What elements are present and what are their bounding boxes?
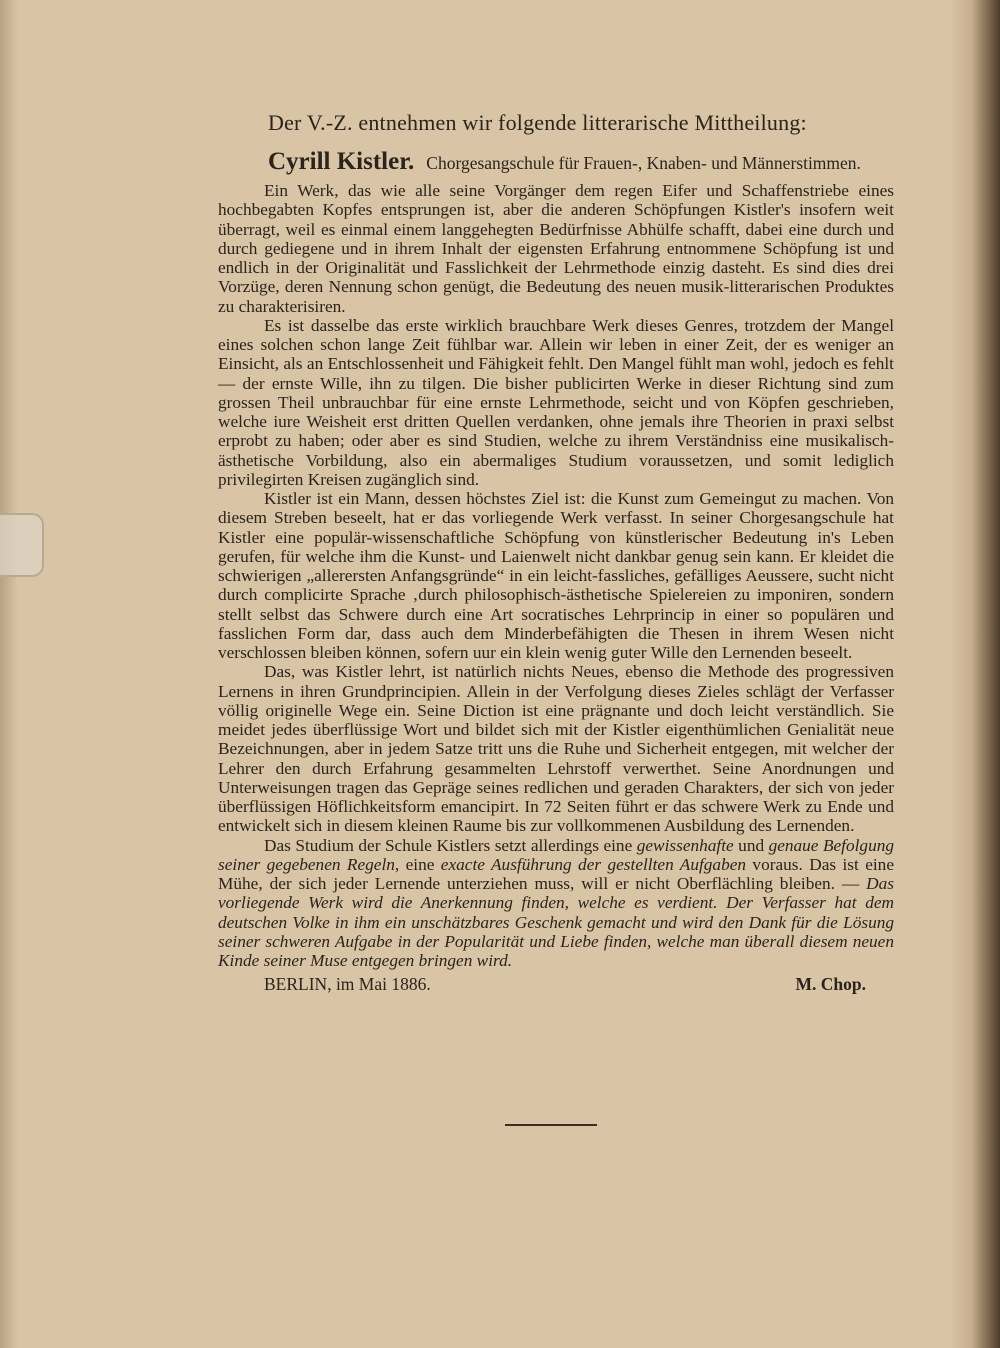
closing-rule [505,1124,597,1126]
work-title: Chorgesangschule für Frauen-, Knaben- und Männerstimmen. [426,153,861,173]
article [218,108,894,998]
author-signature: M. Chop. [795,974,866,995]
text-run: voraus. Das ist eine Mühe, der sich jeder Lernende unterziehen muss, will er nicht Oberflächling bleiben. — [218,854,894,893]
paragraph: Es ist dasselbe das erste wirklich brauchbare Werk dieses Genres, trotzdem der Mangel eines solchen schon lange Zeit fühlbar war. Allein wir leben in einer Zeit, der es weniger an Einsicht, als an Entschlossenheit und Fähigkeit fehlt. Den Mangel fühlt man wohl, jedoch es fehlt — der ernste Wille, ihn zu tilgen. Die bisher publicirten Werke in dieser Richtung sind zum grossen Theil unbrauchbar für eine ernste Lehrmethode, seicht und von Köpfen geschrieben, welche iure Weisheit erst dritten Quellen verdanken, ohne jemals ihre Theorien in praxi selbst erprobt zu haben; oder aber es sind Studien, welche zu ihrem Verständniss eine musikalisch-ästhetische Vorbildung, also ein abermaliges Studium voraussetzen, und somit lediglich privilegirten Kreisen zugänglich sind. [218,315,894,489]
place-date: BERLIN, im Mai 1886. [264,974,431,995]
signature-line [218,974,894,998]
article-body [218,181,894,970]
paragraph-closing [218,836,894,971]
italic-run: exacte Ausführung der gestellten Aufgaben [440,854,747,874]
page-tab-marker [0,513,44,577]
paragraph: Ein Werk, das wie alle seine Vorgänger dem regen Eifer und Schaffenstriebe eines hochbegabten Kopfes entsprungen ist, aber die anderen Schöpfungen Kistler's insofern weit überragt, weil es einmal einem langgehegten Bedürfnisse Abhülfe schafft, dabei eine durch und durch gediegene und in ihrem Inhalt der eigensten Erfahrung entnommene Schöpfung ist und endlich in der Originalität und Fasslichkeit der Lehrmethode einzig dasteht. Es sind dies drei Vorzüge, deren Nennung schon genügt, die Bedeutung des neuen musik-litterarischen Produktes zu charakterisiren. [218,181,894,316]
intro-heading: Der V.-Z. entnehmen wir folgende litterarische Mittheilung: [268,110,807,135]
paragraph: Das, was Kistler lehrt, ist natürlich nichts Neues, ebenso die Methode des progressiven Lernens in ihren Grundprincipien. Allein in der Verfolgung dieses Zieles schlägt der Verfasser völlig originelle Wege ein. Seine Diction ist eine prägnante und doch leicht verständlich. Sie meidet jedes überflüssige Wort und bildet sich mit der Kistler eigenthümlichen Genialität neue Bezeichnungen, aber in jedem Satze tritt uns die Ruhe und Sicherheit entgegen, mit welcher der Lehrer den durch Erfahrung gesammelten Lehrstoff verwerthet. Seine Anordnungen und Unterweisungen tragen das Gepräge seines redlichen und geraden Charakters, der sich von jeder überflüssigen Höflichkeitsform emancipirt. In 72 Seiten führt er das schwere Werk zu Ende und entwickelt sich in diesem kleinen Raume bis zur vollkommenen Ausbildung des Lernenden. [218,662,894,836]
page-gutter-shadow [0,0,18,1348]
italic-run: genaue Befolgung seiner gegebenen Regeln [218,835,894,874]
text-run: Das Studium der Schule Kistlers setzt allerdings eine [264,835,637,855]
italic-run: gewissenhafte [636,835,734,855]
paragraph: Kistler ist ein Mann, dessen höchstes Ziel ist: die Kunst zum Gemeingut zu machen. Von diesem Streben beseelt, hat er das vorliegende Werk verfasst. In seiner Chorgesangschule hat Kistler eine populär-wissenschaftliche Schöpfung von künstlerischer Bedeutung in's Leben gerufen, für welche ihm die Kunst- und Laienwelt nicht dankbar genug sein kann. Er kleidet die schwierigen „allerersten Anfangsgründe“ in ein leicht-fassliches, gefälliges Aeussere, sucht nicht durch complicirte Sprache ‚durch philosophisch-ästhetische Spielereien zu imponiren, sondern stellt selbst das Schwere durch eine Art socratisches Lehrprincip in einer so populären und fasslichen Form dar, dass auch dem Minderbefähigten die Thesen in ihrem Wesen nicht verschlossen bleiben können, sofern uur ein klein wenig guter Wille den Lernenden beseelt. [218,489,894,662]
page-edge [952,0,1000,1348]
text-run: , eine [394,854,441,874]
text-run: und [733,835,769,855]
article-title [268,146,894,181]
italic-run: Das vorliegende Werk wird die Anerkennung finden, welche es verdient. Der Verfasser hat dem deutschen Volke in ihm ein unschätzbares Geschenk gemacht und wird den Dank für die Lösung seiner schweren Aufgabe in der Popularität und Liebe finden, welche man überall diesem neuen Kinde seiner Muse entgegen bringen wird. [218,874,894,970]
composer-name: Cyrill Kistler. [268,148,415,175]
